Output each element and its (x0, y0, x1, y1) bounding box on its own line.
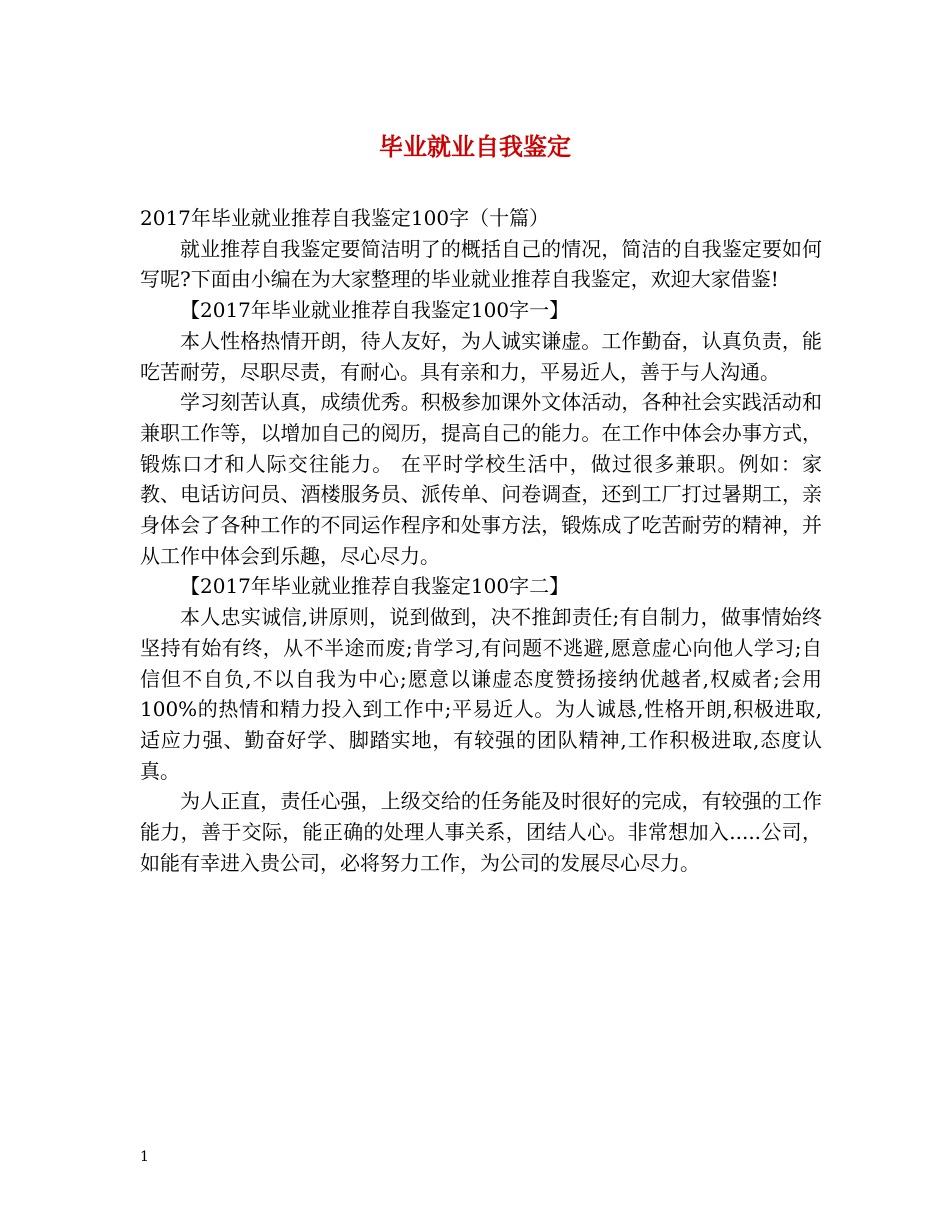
document-body (140, 203, 822, 878)
document-subtitle: 2017年毕业就业推荐自我鉴定100字（十篇） (140, 206, 550, 230)
body-paragraph: 本人性格热情开朗，待人友好，为人诚实谦虚。工作勤奋，认真负责，能吃苦耐劳，尽职尽责，有耐心。具有亲和力，平易近人，善于与人沟通。 (140, 328, 822, 384)
section-heading-1: 【2017年毕业就业推荐自我鉴定100字一】 (180, 298, 570, 323)
section-heading-2: 【2017年毕业就业推荐自我鉴定100字二】 (180, 574, 570, 599)
document-title: 毕业就业自我鉴定 (379, 132, 571, 161)
body-paragraph: 学习刻苦认真，成绩优秀。积极参加课外文体活动，各种社会实践活动和兼职工作等，以增加自己的阅历，提高自己的能力。在工作中体会办事方式，锻炼口才和人际交往能力。 在平时学校生活中，做过很多兼职。例如：家教、电话访问员、酒楼服务员、派传单、问卷调查，还到工厂打过暑期工，亲身体会了各种工作的不同运作程序和处事方法，锻炼成了吃苦耐劳的精神，并从工作中体会到乐趣，尽心尽力。 (140, 390, 822, 568)
body-paragraph: 本人忠实诚信,讲原则，说到做到，决不推卸责任;有自制力，做事情始终坚持有始有终，从不半途而废;肯学习,有问题不逃避,愿意虚心向他人学习;自信但不自负,不以自我为中心;愿意以谦虚态度赞扬接纳优越者,权威者;会用100%的热情和精力投入到工作中;平易近人。为人诚恳,性格开朗,积极进取,适应力强、勤奋好学、脚踏实地，有较强的团队精神,工作积极进取,态度认真。 (140, 605, 822, 783)
page-number: 1 (140, 1149, 149, 1165)
intro-paragraph: 就业推荐自我鉴定要简洁明了的概括自己的情况，简洁的自我鉴定要如何写呢?下面由小编在为大家整理的毕业就业推荐自我鉴定，欢迎大家借鉴! (140, 236, 822, 292)
body-paragraph: 为人正直，责任心强，上级交给的任务能及时很好的完成，有较强的工作能力，善于交际，能正确的处理人事关系，团结人心。非常想加入.....公司，如能有幸进入贵公司，必将努力工作，为公司的发展尽心尽力。 (140, 789, 822, 875)
